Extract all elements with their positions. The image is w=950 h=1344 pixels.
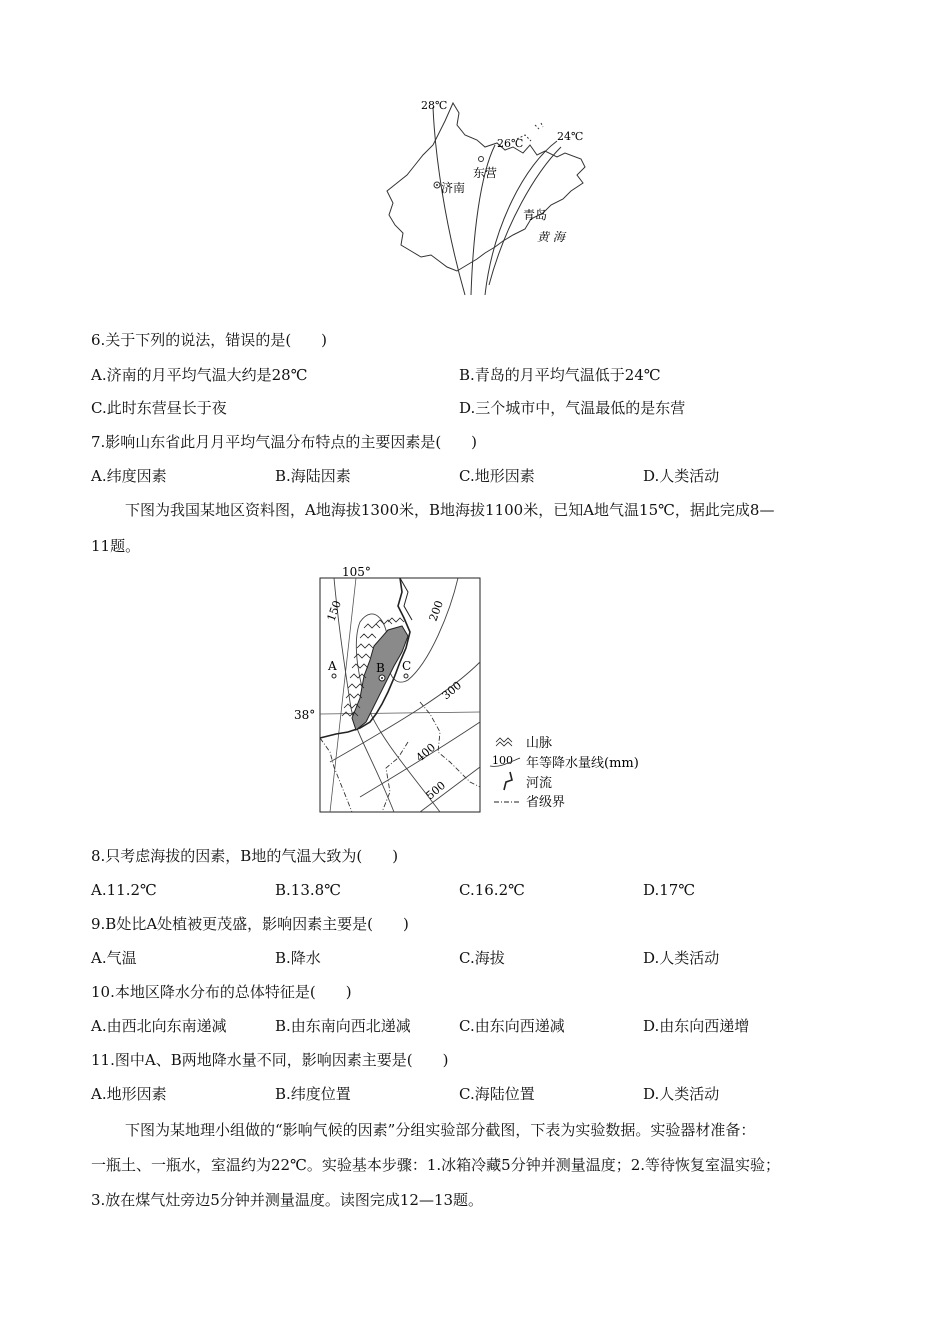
q7-stem: 7.影响山东省此月月平均气温分布特点的主要因素是( )	[91, 433, 478, 451]
label-28c: 28℃	[421, 99, 448, 112]
q6-stem: 6.关于下列的说法，错误的是( )	[91, 331, 328, 349]
precipitation-map	[290, 562, 660, 818]
label-lon: 105°	[342, 565, 371, 579]
q9-option-c[interactable]: C.海拔	[459, 949, 505, 967]
intro3-line1: 下图为某地理小组做的“影响气候的因素”分组实验部分截图，下表为实验数据。实验器材准备：	[125, 1121, 756, 1139]
intro3-line2: 一瓶土、一瓶水，室温约为22℃。实验基本步骤：1.冰箱冷藏5分钟并测量温度；2.等待恢复室温实验；	[91, 1156, 781, 1174]
q9-option-a[interactable]: A.气温	[91, 949, 137, 967]
q11-stem: 11.图中A、B两地降水量不同，影响因素主要是( )	[91, 1051, 449, 1069]
q7-option-a[interactable]: A.纬度因素	[91, 467, 167, 485]
q6-option-c[interactable]: C.此时东营昼长于夜	[91, 399, 227, 417]
q8-option-d[interactable]: D.17℃	[643, 881, 696, 899]
label-lat: 38°	[294, 708, 316, 722]
q6-option-a[interactable]: A.济南的月平均气温大约是28℃	[91, 366, 308, 384]
point-c-marker	[404, 674, 408, 678]
q8-stem: 8.只考虑海拔的因素，B地的气温大致为( )	[91, 847, 399, 865]
q10-option-a[interactable]: A.由西北向东南递减	[91, 1017, 227, 1035]
legend-mountain-label: 山脉	[526, 736, 553, 751]
label-point-a: A	[328, 659, 337, 673]
q11-option-c[interactable]: C.海陆位置	[459, 1085, 535, 1103]
dongying-marker	[479, 157, 484, 162]
q10-stem: 10.本地区降水分布的总体特征是( )	[91, 983, 352, 1001]
label-jinan: 济南	[441, 181, 466, 195]
label-500: 500	[423, 778, 449, 803]
q6-option-b[interactable]: B.青岛的月平均气温低于24℃	[459, 366, 661, 384]
q8-option-c[interactable]: C.16.2℃	[459, 881, 525, 899]
q7-option-b[interactable]: B.海陆因素	[275, 467, 351, 485]
label-point-b: B	[376, 661, 385, 675]
q9-stem: 9.B处比A处植被更茂盛，影响因素主要是( )	[91, 915, 409, 933]
province-border	[320, 702, 480, 812]
q10-option-d[interactable]: D.由东向西递增	[643, 1017, 750, 1035]
q11-option-d[interactable]: D.人类活动	[643, 1085, 720, 1103]
legend-mountain-icon	[496, 738, 512, 746]
legend-isohyet-value: 100	[492, 754, 513, 767]
q9-option-b[interactable]: B.降水	[275, 949, 321, 967]
label-300: 300	[439, 678, 465, 703]
q7-option-d[interactable]: D.人类活动	[643, 467, 720, 485]
legend-river-label: 河流	[526, 776, 553, 791]
intro3-line3: 3.放在煤气灶旁边5分钟并测量温度。读图完成12—13题。	[91, 1191, 484, 1209]
q11-option-a[interactable]: A.地形因素	[91, 1085, 167, 1103]
legend-river-icon	[504, 772, 512, 790]
label-200: 200	[426, 598, 447, 624]
intro2-line2: 11题。	[91, 537, 141, 555]
label-point-c: C	[402, 659, 412, 673]
label-24c: 24℃	[557, 130, 584, 143]
q7-option-c[interactable]: C.地形因素	[459, 467, 535, 485]
label-dongying: 东营	[473, 166, 498, 180]
legend-isohyet-label: 年等降水量线(mm)	[526, 756, 639, 771]
legend	[490, 736, 639, 810]
label-150: 150	[324, 598, 345, 624]
q8-option-b[interactable]: B.13.8℃	[275, 881, 341, 899]
legend-border-label: 省级界	[526, 795, 566, 810]
point-a-marker	[332, 674, 336, 678]
q10-option-b[interactable]: B.由东南向西北递减	[275, 1017, 411, 1035]
label-26c: 26℃	[497, 137, 524, 150]
label-huanghai: 黄 海	[537, 230, 565, 244]
shandong-outline	[387, 103, 585, 271]
shandong-isotherm-map	[385, 95, 595, 300]
q11-option-b[interactable]: B.纬度位置	[275, 1085, 351, 1103]
label-qingdao: 青岛	[523, 208, 548, 222]
intro2-line1: 下图为我国某地区资料图，A地海拔1300米，B地海拔1100米，已知A地气温15℃，据此完成8—	[125, 501, 775, 519]
q8-option-a[interactable]: A.11.2℃	[91, 881, 157, 899]
q6-option-d[interactable]: D.三个城市中，气温最低的是东营	[459, 399, 686, 417]
q10-option-c[interactable]: C.由东向西递减	[459, 1017, 565, 1035]
q9-option-d[interactable]: D.人类活动	[643, 949, 720, 967]
label-400: 400	[413, 740, 439, 765]
